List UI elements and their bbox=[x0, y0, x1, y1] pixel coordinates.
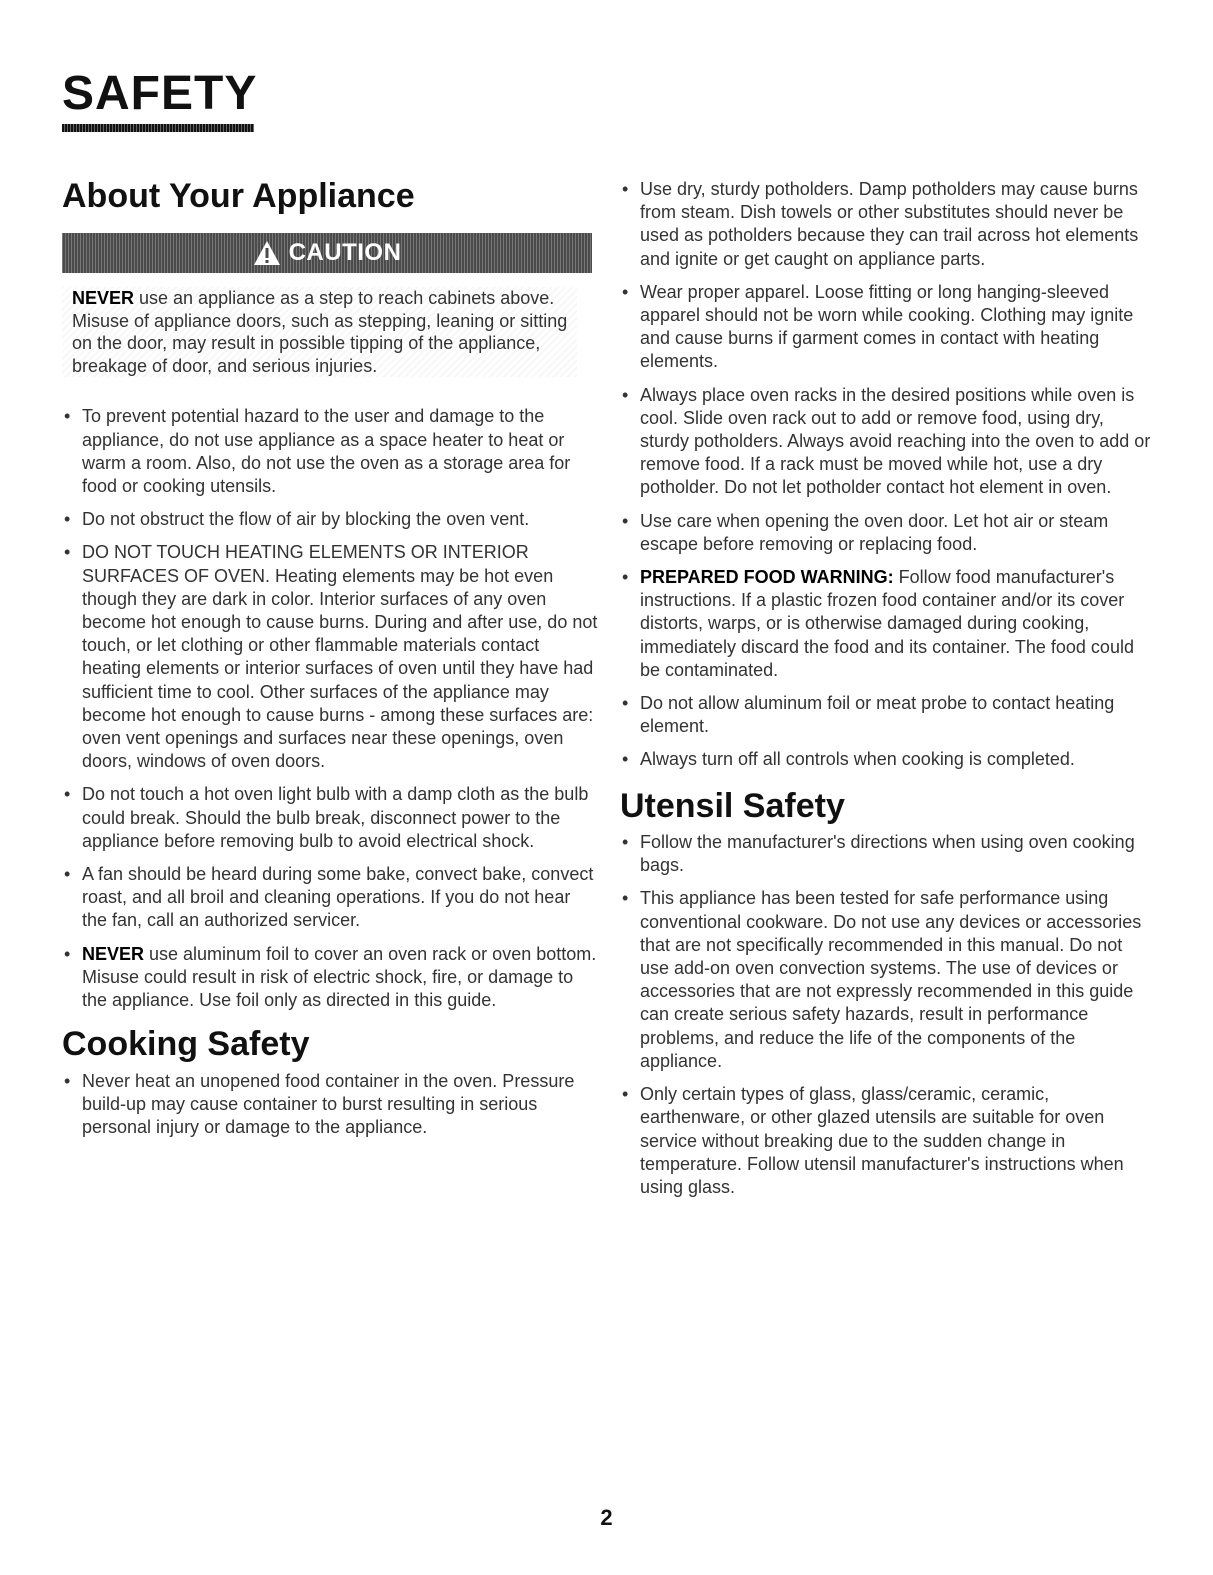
list-item: • Do not touch a hot oven light bulb with a damp cloth as the bulb could break. Should the bulb break, disconnect power to the appliance before removing bulb to avoid electrical shock. bbox=[64, 784, 589, 851]
list-item: • To prevent potential hazard to the user and damage to the appliance, do not use appliance as a space heater to heat or warm a room. Also, do not use the oven as a storage area for food or cooking utensils. bbox=[64, 406, 571, 496]
page-header bbox=[62, 67, 258, 132]
list-item: • Only certain types of glass, glass/ceramic, ceramic, earthenware, or other glazed utensils are suitable for oven service without breaking due to the sudden change in temperature. Follow utensil manufacturer's instructions when using glass. bbox=[622, 1084, 1124, 1197]
list-item: • Wear proper apparel. Loose fitting or long hanging-sleeved apparel should not be worn while cooking. Clothing may ignite and cause burns if garment comes in contact with heating elements. bbox=[622, 281, 1134, 372]
caution-label: CAUTION bbox=[288, 239, 402, 267]
page-number: 2 bbox=[600, 1505, 613, 1530]
about-heading: About Your Appliance bbox=[62, 177, 415, 215]
about-bullets bbox=[62, 405, 600, 1012]
right-column bbox=[620, 178, 1155, 1209]
list-item: • A fan should be heard during some bake, convect bake, convect roast, and all broil and cleaning operations. If you do not hear the fan, call an authorized servicer. bbox=[64, 864, 594, 931]
caution-banner bbox=[62, 233, 592, 273]
list-item: • Use dry, sturdy potholders. Damp potholders may cause burns from steam. Dish towels or other substitutes should never be used as potholders because they can trail across hot elements and ignite or get caught on appliance parts. bbox=[622, 179, 1139, 269]
list-item: • Never heat an unopened food container in the oven. Pressure build-up may cause container to burst resulting in serious personal injury or damage to the appliance. bbox=[64, 1070, 575, 1138]
list-item: • NEVER use aluminum foil to cover an oven rack or oven bottom. Misuse could result in risk of electric shock, fire, or damage to the appliance. Use foil only as directed in this guide. bbox=[64, 943, 597, 1011]
cooking-heading: Cooking Safety bbox=[62, 1025, 310, 1064]
caution-strong: NEVER bbox=[72, 288, 135, 309]
list-item: • Do not obstruct the flow of air by blocking the oven vent. bbox=[64, 509, 530, 530]
list-item: • Do not allow aluminum foil or meat probe to contact heating element. bbox=[622, 693, 1115, 737]
list-item: • Always turn off all controls when cooking is completed. bbox=[622, 749, 1075, 770]
list-item: • Always place oven racks in the desired positions while oven is cool. Slide oven rack out to add or remove food, using dry, sturdy potholders. Always avoid reaching into the oven to add or remove food. If a rack must be moved while hot, use a dry potholder. Do not let potholder contact hot element in oven. bbox=[622, 384, 1151, 498]
warning-triangle-icon bbox=[253, 240, 281, 266]
list-item: • DO NOT TOUCH HEATING ELEMENTS OR INTERIOR SURFACES OF OVEN. Heating elements may be hot even though they are dark in color. Interior surfaces of any oven become hot enough to cause burns. During and after use, do not touch, or let clothing or other flammable materials contact heating elements or interior surfaces of oven until they have had sufficient time to cool. Other surfaces of the appliance may become hot enough to cause burns - among these surfaces are: oven vent openings and surfaces near these openings, oven doors, windows of oven doors. bbox=[64, 542, 598, 772]
utensil-bullets bbox=[620, 831, 1155, 1199]
list-item: • Use care when opening the oven door. Let hot air or steam escape before removing or replacing food. bbox=[622, 510, 1109, 554]
utensil-heading: Utensil Safety bbox=[620, 786, 845, 825]
left-column bbox=[62, 178, 600, 1149]
list-item: • Follow the manufacturer's directions when using oven cooking bags. bbox=[622, 832, 1135, 876]
title-rule bbox=[62, 124, 254, 132]
cooking-bullets-left bbox=[62, 1070, 600, 1140]
cooking-bullets-right bbox=[620, 178, 1155, 772]
list-item: • This appliance has been tested for safe performance using conventional cookware. Do not use any devices or accessories that are not specifically recommended in this manual. Do not use add-on oven convection systems. The use of devices or accessories that are not expressly recommended in this guide can create serious safety hazards, result in performance problems, and reduce the life of the components of the appliance. bbox=[622, 888, 1142, 1071]
list-item: • PREPARED FOOD WARNING: Follow food manufacturer's instructions. If a plastic frozen food container and/or its cover distorts, warps, or is otherwise damaged during cooking, immediately discard the food and its container. The food could be contaminated. bbox=[622, 567, 1134, 680]
caution-body: use an appliance as a step to reach cabinets above. Misuse of appliance doors, such as stepping, leaning or sitting on the door, may result in possible tipping of the appliance, breakage of door, and serious injuries. bbox=[72, 288, 568, 376]
page-title: SAFETY bbox=[62, 67, 258, 120]
caution-text bbox=[62, 287, 577, 377]
